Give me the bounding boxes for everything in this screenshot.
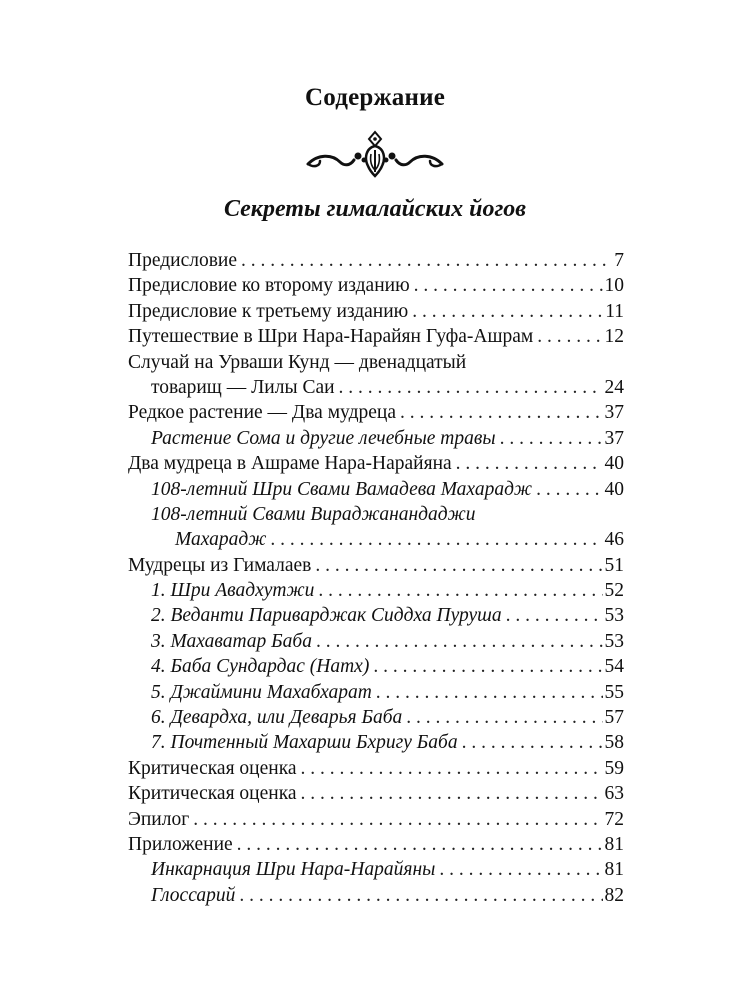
toc-subentry[interactable] [128,705,624,730]
leader-dots [315,553,602,578]
toc-entry-title: 1. Шри Авадхутжи [151,580,315,602]
ornament-divider-icon [300,130,450,178]
toc-entry-title: 5. Джаймини Махабхарат [151,681,372,703]
toc-entry-title: Махарадж [175,529,267,551]
toc-entry-title: Путешествие в Шри Нара-Нарайян Гуфа-Ашрам [128,326,534,348]
leader-dots [318,578,602,603]
toc-entry-page: 12 [604,326,624,348]
toc-entry-title: 108-летний Свами Вираджанандаджи [151,503,476,525]
toc-subentry[interactable] [128,603,624,628]
toc-entry-page: 72 [604,808,624,830]
leader-dots [462,730,603,755]
toc-entry-page: 53 [604,630,624,652]
toc-subentry[interactable] [128,730,624,755]
leader-dots [537,324,602,349]
toc-entry-page: 7 [614,250,624,271]
toc-entry-title: Редкое растение — Два мудреца [128,402,396,424]
toc-entry-title: 108-летний Шри Свами Вамадева Махарадж [151,478,533,500]
toc-subentry[interactable] [128,680,624,705]
toc-entry-title: Предисловие [128,250,238,271]
table-of-contents [128,248,624,908]
toc-entry-title: 4. Баба Сундардас (Натх) [151,656,370,678]
leader-dots [400,400,603,425]
toc-entry[interactable] [128,553,624,578]
leader-dots [406,705,602,730]
toc-subentry[interactable] [128,857,624,882]
toc-entry[interactable] [128,273,624,298]
leader-dots [506,603,603,628]
leader-dots [270,527,602,552]
leader-dots [373,654,602,679]
toc-entry-page: 40 [604,453,624,475]
toc-entry[interactable] [128,832,624,857]
toc-entry-title: Предисловие ко второму изданию [128,275,410,297]
leader-dots [536,477,602,502]
toc-entry-title: Предисловие к третьему изданию [128,300,409,322]
toc-entry[interactable] [128,451,624,476]
toc-entry-title: товарищ — Лилы Саи [151,376,335,398]
toc-entry-page: 53 [604,605,624,627]
leader-dots [376,680,603,705]
toc-subentry[interactable] [128,502,624,527]
toc-entry-page: 24 [604,376,624,398]
toc-entry-title: Инкарнация Шри Нара-Нарайяны [151,859,436,881]
toc-entry-page: 40 [604,478,624,500]
leader-dots [301,781,603,806]
toc-entry-page: 54 [604,656,624,678]
toc-entry-title: Эпилог [128,808,190,830]
toc-entry[interactable] [128,756,624,781]
toc-entry[interactable] [128,400,624,425]
toc-subentry[interactable] [128,883,624,908]
toc-subentry-continuation[interactable] [128,527,624,552]
toc-entry-page: 55 [604,681,624,703]
toc-entry-page: 46 [604,529,624,551]
toc-entry-page: 59 [604,757,624,779]
toc-entry-title: Мудрецы из Гималаев [128,554,312,576]
toc-entry[interactable] [128,350,624,375]
toc-subentry[interactable] [128,654,624,679]
toc-entry-title: Приложение [128,833,233,855]
toc-entry-page: 10 [604,275,624,297]
leader-dots [500,426,603,451]
book-subtitle: Секреты гималайских йогов [223,196,527,222]
toc-entry[interactable] [128,248,624,273]
toc-entry-page: 58 [604,732,624,754]
toc-entry-title: Критическая оценка [128,757,297,779]
leader-dots [239,883,602,908]
toc-entry-title: 3. Махаватар Баба [151,630,312,652]
toc-entry-title: 6. Девардха, или Деварья Баба [151,707,403,729]
toc-entry-page: 57 [604,707,624,729]
toc-subentry[interactable] [128,578,624,603]
toc-entry-continuation[interactable] [128,375,624,400]
toc-subentry[interactable] [128,426,624,451]
toc-entry-title: 7. Почтенный Махарши Бхригу Баба [151,732,458,754]
leader-dots [316,629,603,654]
leader-dots [339,375,603,400]
leader-dots [237,832,603,857]
toc-entry[interactable] [128,781,624,806]
toc-entry-page: 81 [604,859,624,881]
leader-dots [412,299,603,324]
toc-entry-page: 51 [604,554,624,576]
toc-entry-title: Глоссарий [151,884,236,906]
leader-dots [414,273,603,298]
toc-entry-title: Критическая оценка [128,783,297,805]
page-title: Содержание [304,84,445,111]
toc-entry[interactable] [128,324,624,349]
toc-entry-title: Два мудреца в Ашраме Нара-Нарайяна [128,453,452,475]
toc-entry-title: 2. Веданти Париварджак Сиддха Пуруша [151,605,502,627]
leader-dots [439,857,602,882]
toc-entry[interactable] [128,807,624,832]
toc-entry-page: 52 [604,580,624,602]
toc-entry-page: 11 [605,300,624,322]
toc-entry-page: 63 [604,783,624,805]
toc-entry-page: 37 [604,402,624,424]
toc-subentry[interactable] [128,477,624,502]
toc-subentry[interactable] [128,629,624,654]
leader-dots [241,248,612,273]
toc-entry-page: 82 [604,884,624,906]
toc-entry-page: 37 [604,427,624,449]
leader-dots [456,451,603,476]
toc-entry-page: 81 [604,833,624,855]
leader-dots [193,807,602,832]
toc-entry-title: Растение Сома и другие лечебные травы [151,427,496,449]
toc-entry-title: Случай на Урваши Кунд — двенадцатый [128,351,467,373]
leader-dots [301,756,603,781]
toc-entry[interactable] [128,299,624,324]
